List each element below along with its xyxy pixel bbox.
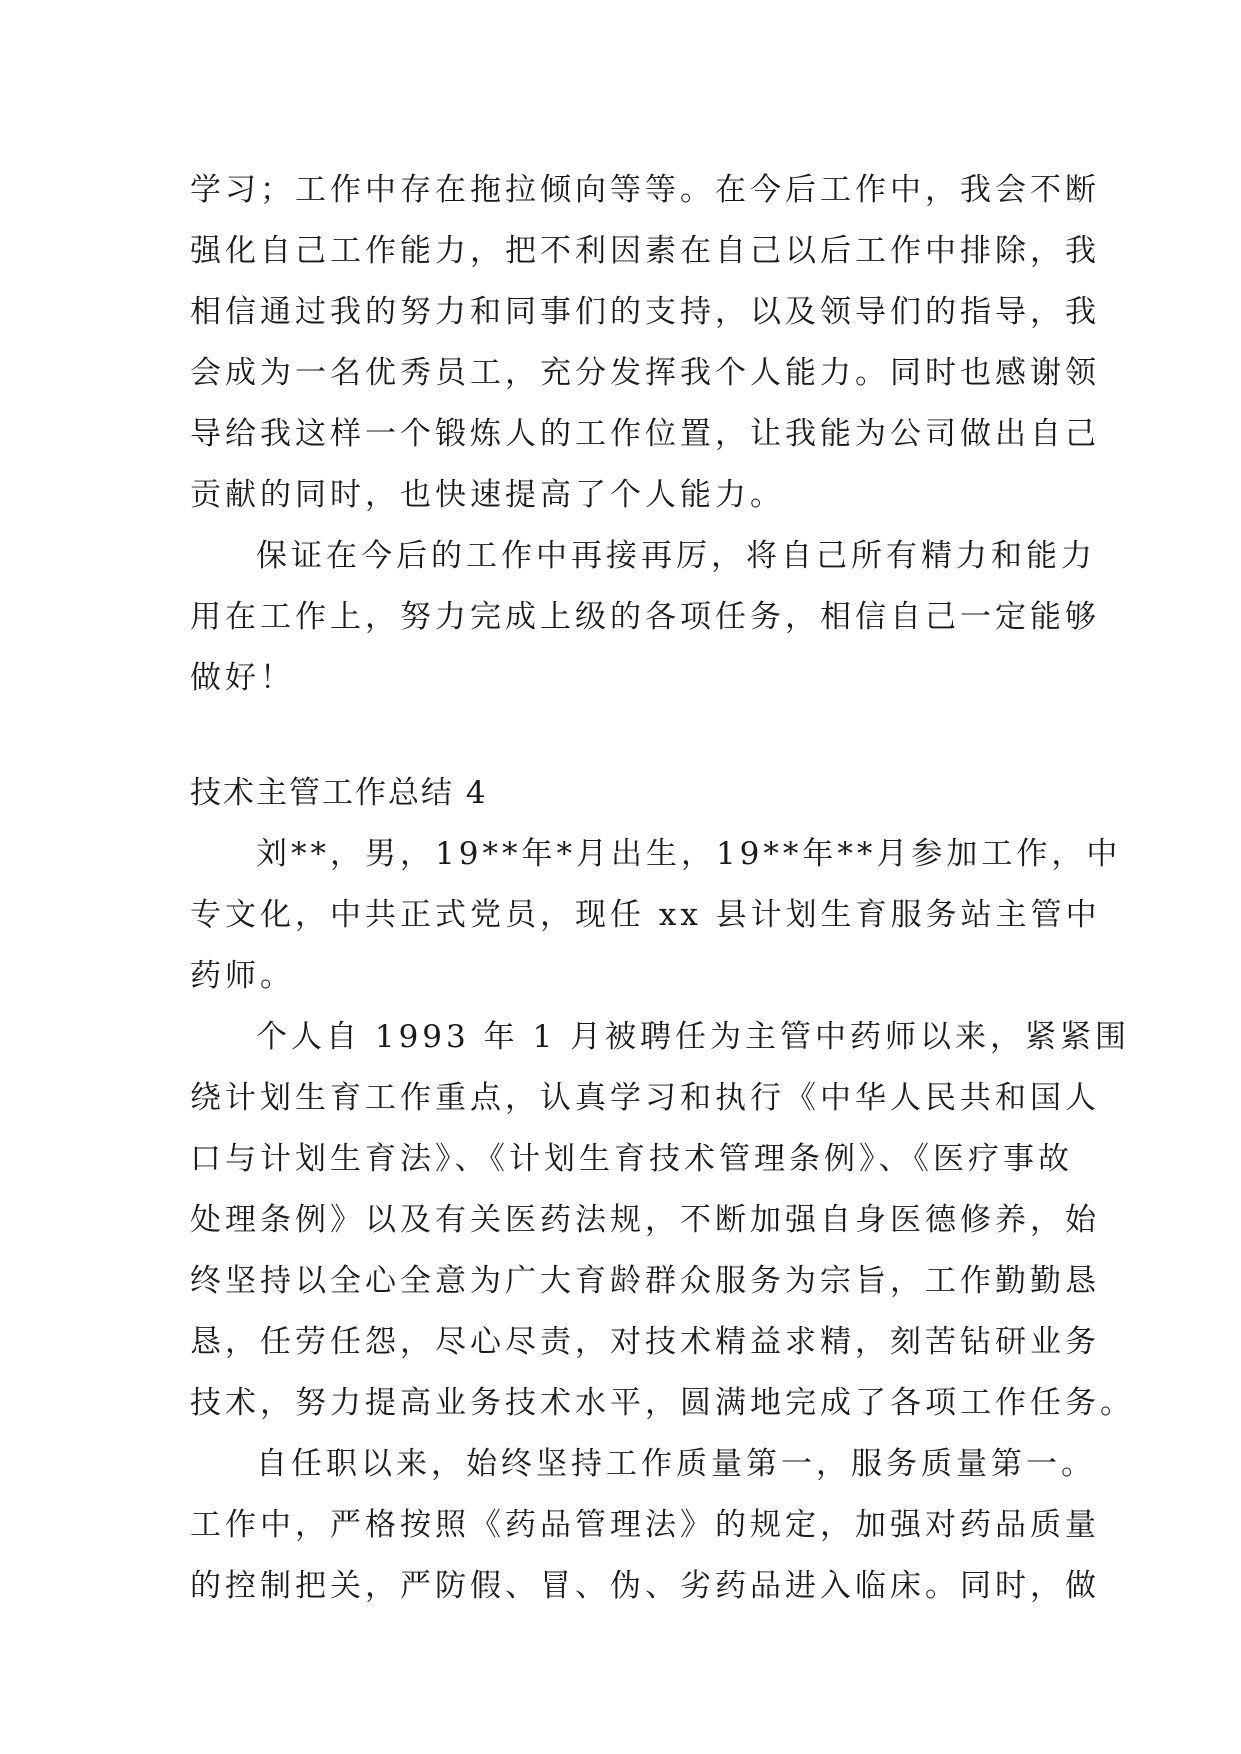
text-line: 刘**，男，19**年*月出生，19**年**月参加工作，中 [256,836,1122,872]
text-line: 恳，任劳任怨，尽心尽责，对技术精益求精，刻苦钻研业务 [190,1324,1100,1360]
text-line: 用在工作上，努力完成上级的各项任务，相信自己一定能够 [190,599,1100,635]
text-line: 药师。 [190,958,295,994]
text-line: 处理条例》以及有关医药法规，不断加强自身医德修养，始 [190,1202,1100,1238]
text-line: 终坚持以全心全意为广大育龄群众服务为宗旨，工作勤勤恳 [190,1263,1100,1299]
text-line: 相信通过我的努力和同事们的支持，以及领导们的指导，我 [190,294,1100,330]
text-line: 学习；工作中存在拖拉倾向等等。在今后工作中，我会不断 [190,172,1100,208]
section-spacer [190,709,1070,763]
paragraph [190,1434,1100,1617]
paragraph [190,526,1100,709]
text-line: 贡献的同时，也快速提高了个人能力。 [190,477,785,513]
text-line: 专文化，中共正式党员，现任 xx 县计划生育服务站主管中 [190,897,1101,933]
text-line: 个人自 1993 年 1 月被聘任为主管中药师以来，紧紧围 [256,1019,1131,1055]
document-body [190,160,1135,1617]
text-line: 绕计划生育工作重点，认真学习和执行《中华人民共和国人 [190,1080,1100,1116]
text-line: 技术，努力提高业务技术水平，圆满地完成了各项工作任务。 [190,1385,1135,1421]
text-line: 强化自己工作能力，把不利因素在自己以后工作中排除，我 [190,233,1100,269]
paragraph [190,1007,1135,1434]
text-line: 的控制把关，严防假、冒、伪、劣药品进入临床。同时，做 [190,1568,1100,1604]
text-line: 会成为一名优秀员工，充分发挥我个人能力。同时也感谢领 [190,355,1100,391]
section-title: 技术主管工作总结 4 [190,775,488,811]
text-line: 工作中，严格按照《药品管理法》的规定，加强对药品质量 [190,1507,1100,1543]
text-line: 导给我这样一个锻炼人的工作位置，让我能为公司做出自己 [190,416,1100,452]
text-line: 保证在今后的工作中再接再厉，将自己所有精力和能力 [256,538,1096,574]
paragraph [190,160,1100,526]
text-line: 口与计划生育法》、《计划生育技术管理条例》、《医疗事故 [190,1141,1073,1177]
text-line: 做好！ [190,660,295,696]
text-line: 自任职以来，始终坚持工作质量第一，服务质量第一。 [256,1446,1096,1482]
paragraph [190,824,1122,1007]
